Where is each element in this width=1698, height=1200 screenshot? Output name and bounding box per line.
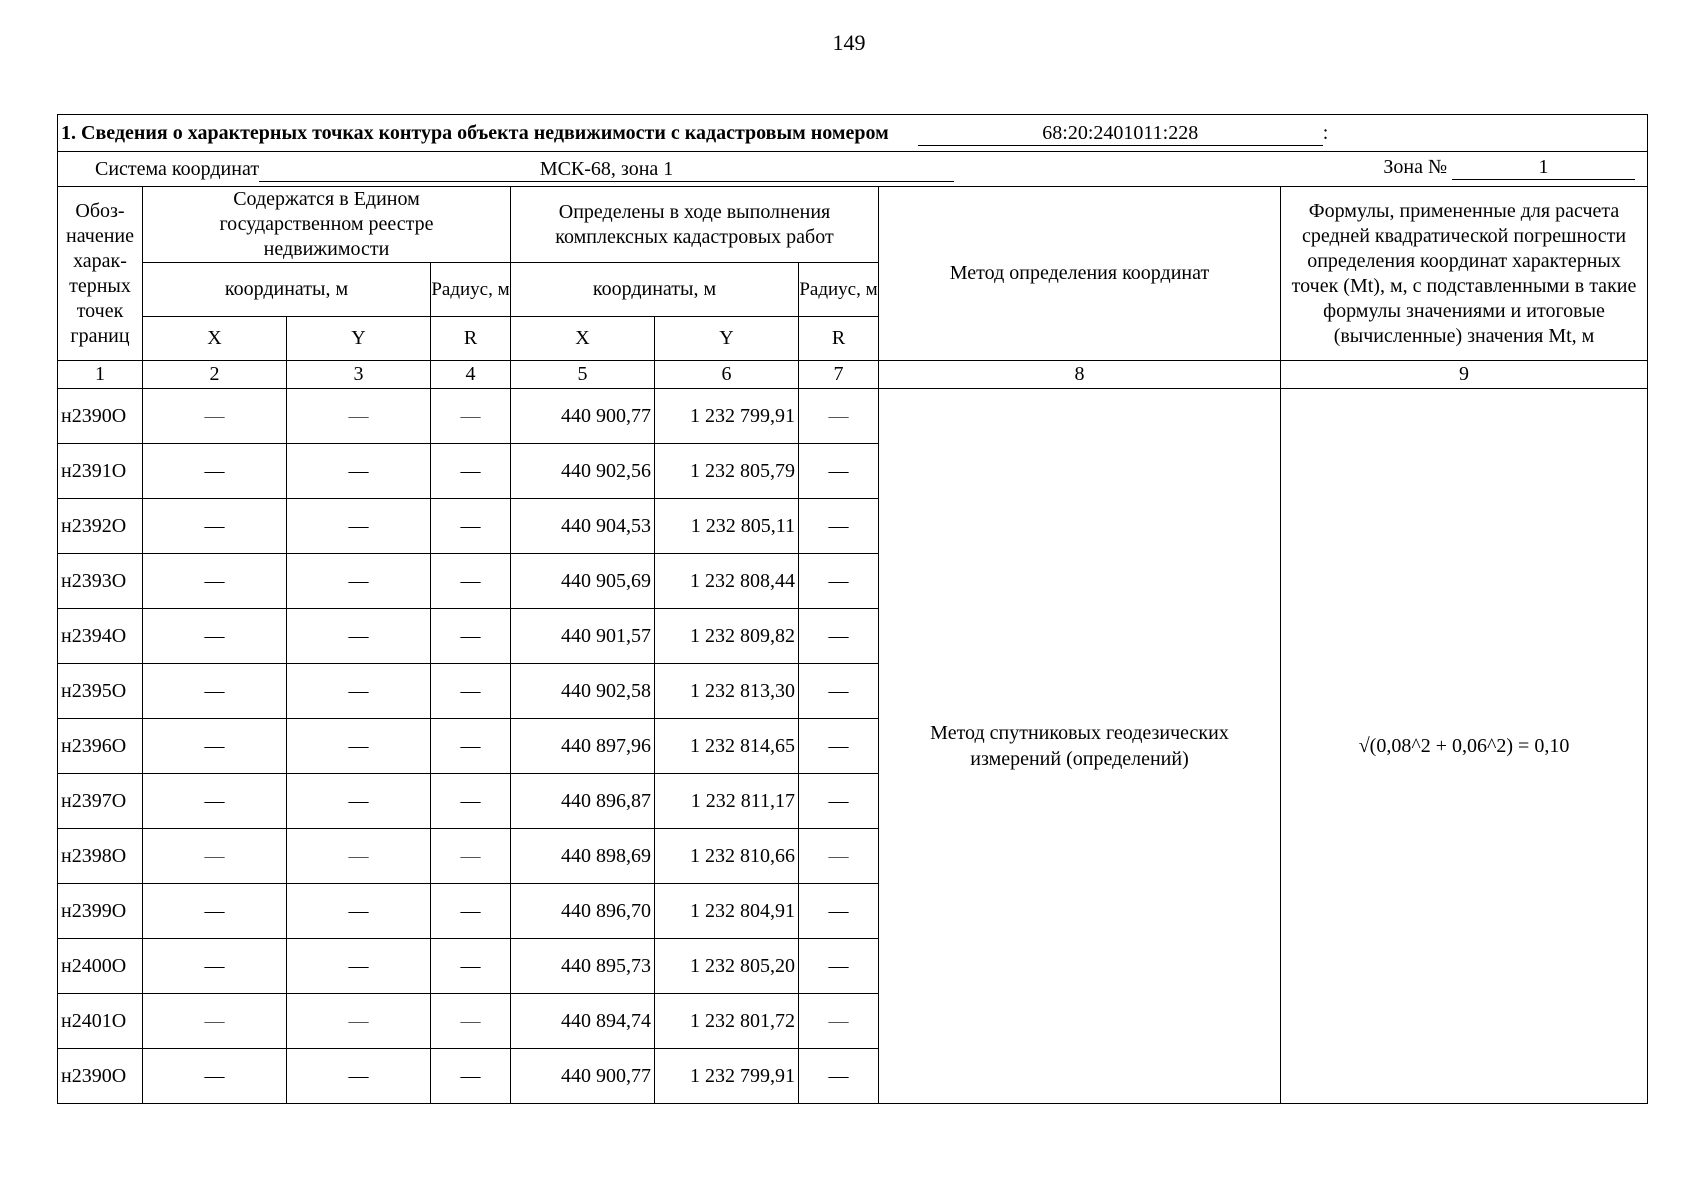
header-defined-group: Определены в ходе выполнения комплексных кадастровых работ <box>511 187 879 263</box>
point-name: н2397О <box>58 774 143 829</box>
r-registry-value: — <box>431 829 511 884</box>
x-value: 440 900,77 <box>511 1049 655 1104</box>
point-name: н2401О <box>58 994 143 1049</box>
y-registry-value: — <box>287 884 431 939</box>
point-name: н2399О <box>58 884 143 939</box>
method-value: Метод спутниковых геодезических измерений (определений) <box>879 389 1281 1104</box>
r-registry-value: — <box>431 1049 511 1104</box>
header-row-1 <box>58 187 1648 263</box>
point-name: н2391О <box>58 444 143 499</box>
section-title-row <box>58 115 1648 152</box>
zone-field <box>1383 155 1635 180</box>
zone-label: Зона № <box>1383 156 1448 178</box>
point-name: н2394О <box>58 609 143 664</box>
title-colon: : <box>1322 121 1329 144</box>
r-registry-value: — <box>431 554 511 609</box>
y-registry-value: — <box>287 554 431 609</box>
x-value: 440 901,57 <box>511 609 655 664</box>
y-registry-value: — <box>287 499 431 554</box>
header-formula: Формулы, примененные для расчета средней квадратической погрешности определения координат характерных точек (Mt), м, с подставленными в такие формулы значениями и итоговые (вычисленные) значения Mt, м <box>1281 187 1648 361</box>
y-value: 1 232 804,91 <box>655 884 799 939</box>
point-name: н2395О <box>58 664 143 719</box>
x-registry-value: — <box>143 499 287 554</box>
x-registry-value: — <box>143 664 287 719</box>
header-x-registry: X <box>143 317 287 361</box>
y-value: 1 232 813,30 <box>655 664 799 719</box>
column-number: 6 <box>655 361 799 389</box>
r-value: — <box>799 774 879 829</box>
x-registry-value: — <box>143 444 287 499</box>
header-r-registry: R <box>431 317 511 361</box>
point-name: н2398О <box>58 829 143 884</box>
column-number: 1 <box>58 361 143 389</box>
coordinate-system-row <box>58 152 1648 187</box>
header-x-defined: X <box>511 317 655 361</box>
y-registry-value: — <box>287 774 431 829</box>
table-row <box>58 389 1648 444</box>
column-number: 3 <box>287 361 431 389</box>
x-value: 440 898,69 <box>511 829 655 884</box>
y-registry-value: — <box>287 719 431 774</box>
r-registry-value: — <box>431 939 511 994</box>
y-value: 1 232 799,91 <box>655 389 799 444</box>
x-registry-value: — <box>143 609 287 664</box>
x-value: 440 896,87 <box>511 774 655 829</box>
coordinate-system-value: МСК-68, зона 1 <box>259 157 954 182</box>
coordinate-system-label: Система координат <box>95 157 260 180</box>
header-r-defined: R <box>799 317 879 361</box>
x-value: 440 894,74 <box>511 994 655 1049</box>
x-value: 440 895,73 <box>511 939 655 994</box>
r-value: — <box>799 664 879 719</box>
r-value: — <box>799 884 879 939</box>
coordinate-system <box>58 152 1648 187</box>
y-value: 1 232 801,72 <box>655 994 799 1049</box>
y-registry-value: — <box>287 609 431 664</box>
y-value: 1 232 805,79 <box>655 444 799 499</box>
y-registry-value: — <box>287 664 431 719</box>
boundary-points-table <box>57 114 1648 1104</box>
section-title <box>58 115 1648 152</box>
cadastral-number: 68:20:2401011:228 <box>918 121 1323 146</box>
point-name: н2393О <box>58 554 143 609</box>
section-title-text: 1. Сведения о характерных точках контура объекта недвижимости с кадастровым номером <box>61 121 889 144</box>
r-registry-value: — <box>431 664 511 719</box>
x-value: 440 905,69 <box>511 554 655 609</box>
column-number: 7 <box>799 361 879 389</box>
x-registry-value: — <box>143 884 287 939</box>
r-value: — <box>799 1049 879 1104</box>
x-value: 440 902,56 <box>511 444 655 499</box>
y-value: 1 232 808,44 <box>655 554 799 609</box>
y-value: 1 232 810,66 <box>655 829 799 884</box>
x-registry-value: — <box>143 554 287 609</box>
r-value: — <box>799 609 879 664</box>
column-number: 5 <box>511 361 655 389</box>
point-name: н2390О <box>58 389 143 444</box>
header-radius-registry: Радиус, м <box>431 263 511 317</box>
y-registry-value: — <box>287 994 431 1049</box>
r-registry-value: — <box>431 499 511 554</box>
column-number: 8 <box>879 361 1281 389</box>
x-value: 440 900,77 <box>511 389 655 444</box>
x-value: 440 896,70 <box>511 884 655 939</box>
header-registry-group: Содержатся в Едином государственном реестре недвижимости <box>143 187 511 263</box>
x-value: 440 897,96 <box>511 719 655 774</box>
y-value: 1 232 799,91 <box>655 1049 799 1104</box>
point-name: н2396О <box>58 719 143 774</box>
y-registry-value: — <box>287 444 431 499</box>
x-registry-value: — <box>143 774 287 829</box>
r-value: — <box>799 829 879 884</box>
y-registry-value: — <box>287 829 431 884</box>
column-numbers-row <box>58 361 1648 389</box>
r-value: — <box>799 554 879 609</box>
y-value: 1 232 814,65 <box>655 719 799 774</box>
x-registry-value: — <box>143 994 287 1049</box>
y-registry-value: — <box>287 1049 431 1104</box>
x-registry-value: — <box>143 939 287 994</box>
r-registry-value: — <box>431 609 511 664</box>
r-value: — <box>799 719 879 774</box>
r-registry-value: — <box>431 774 511 829</box>
header-coords-registry: координаты, м <box>143 263 431 317</box>
point-name: н2390О <box>58 1049 143 1104</box>
page-number: 149 <box>832 30 866 55</box>
point-name: н2400О <box>58 939 143 994</box>
y-value: 1 232 809,82 <box>655 609 799 664</box>
r-value: — <box>799 444 879 499</box>
formula-value: √(0,08^2 + 0,06^2) = 0,10 <box>1281 389 1648 1104</box>
point-name: н2392О <box>58 499 143 554</box>
x-registry-value: — <box>143 1049 287 1104</box>
header-y-registry: Y <box>287 317 431 361</box>
x-value: 440 904,53 <box>511 499 655 554</box>
r-value: — <box>799 499 879 554</box>
header-coords-defined: координаты, м <box>511 263 799 317</box>
x-registry-value: — <box>143 829 287 884</box>
r-registry-value: — <box>431 719 511 774</box>
x-value: 440 902,58 <box>511 664 655 719</box>
y-registry-value: — <box>287 389 431 444</box>
header-y-defined: Y <box>655 317 799 361</box>
r-registry-value: — <box>431 389 511 444</box>
x-registry-value: — <box>143 389 287 444</box>
header-point-designation: Обоз-начение харак-терных точек границ <box>58 187 143 361</box>
r-registry-value: — <box>431 884 511 939</box>
y-value: 1 232 805,11 <box>655 499 799 554</box>
x-registry-value: — <box>143 719 287 774</box>
r-value: — <box>799 994 879 1049</box>
r-value: — <box>799 939 879 994</box>
y-registry-value: — <box>287 939 431 994</box>
r-registry-value: — <box>431 444 511 499</box>
column-number: 9 <box>1281 361 1648 389</box>
y-value: 1 232 805,20 <box>655 939 799 994</box>
zone-value: 1 <box>1452 155 1635 180</box>
column-number: 4 <box>431 361 511 389</box>
header-method: Метод определения координат <box>879 187 1281 361</box>
r-registry-value: — <box>431 994 511 1049</box>
r-value: — <box>799 389 879 444</box>
y-value: 1 232 811,17 <box>655 774 799 829</box>
header-radius-defined: Радиус, м <box>799 263 879 317</box>
column-number: 2 <box>143 361 287 389</box>
